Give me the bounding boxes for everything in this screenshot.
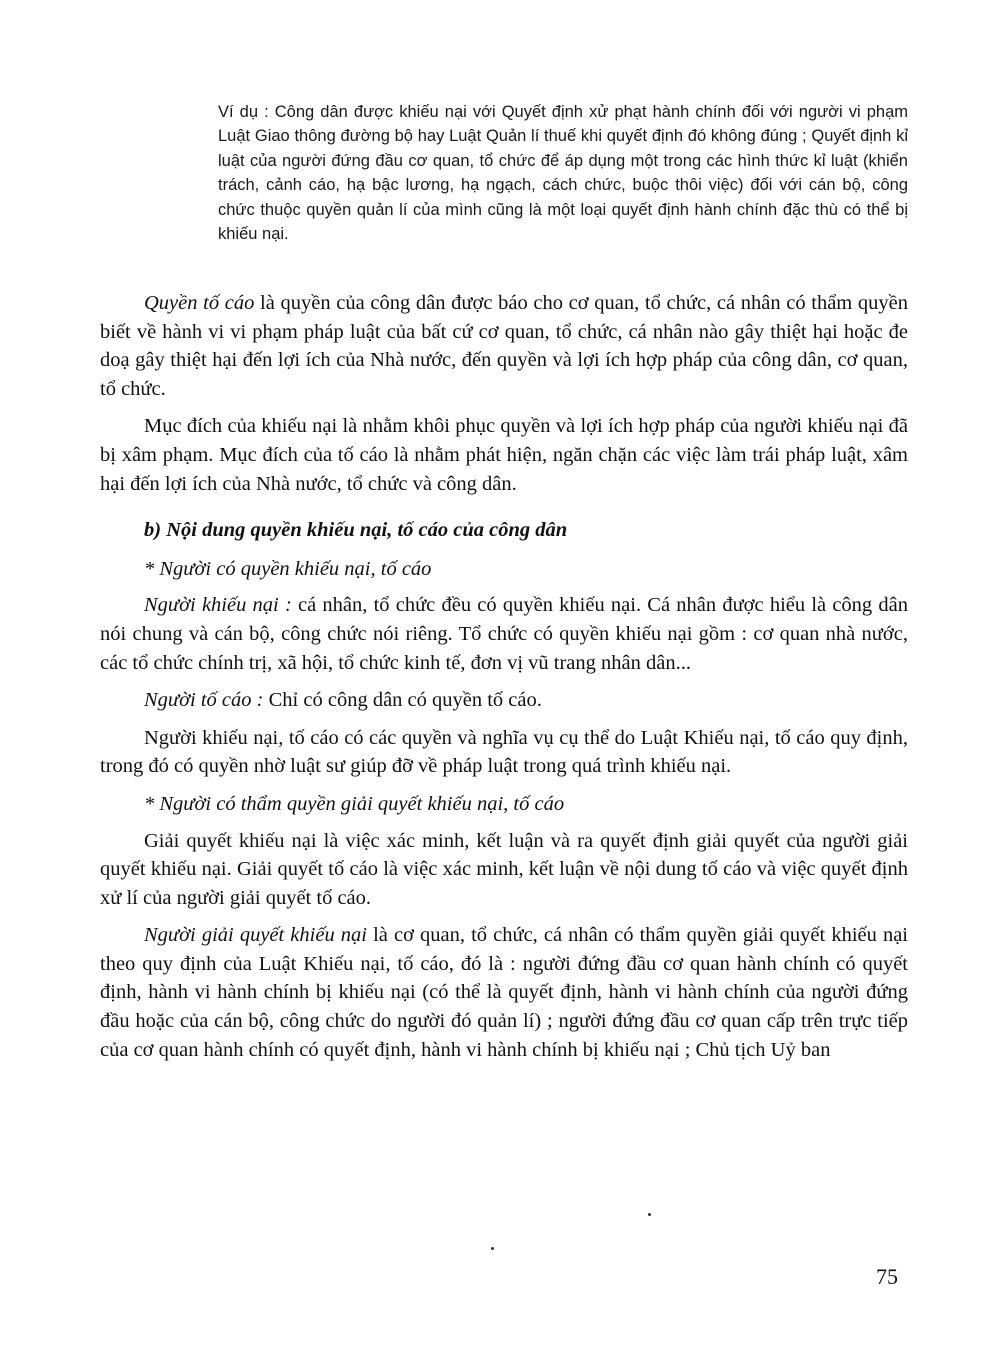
paragraph-denouncer <box>100 686 908 715</box>
term-denouncer: Người tố cáo : <box>144 689 264 712</box>
term-complainant: Người khiếu nại : <box>144 594 292 617</box>
example-box: Ví dụ : Công dân được khiếu nại với Quyết định xử phạt hành chính đối với người vi phạm Luật Giao thông đường bộ hay Luật Quản lí thuế khi quyết định đó không đúng ; Quyết định kỉ luật của người đứng đầu cơ quan, tổ chức để áp dụng một trong các hình thức kỉ luật (khiển trách, cảnh cáo, hạ bậc lương, hạ ngạch, cách chức, buộc thôi việc) đối với cán bộ, công chức thuộc quyền quản lí của mình cũng là một loại quyết định hành chính đặc thù có thể bị khiếu nại. <box>218 103 908 244</box>
speck-mark <box>491 1247 494 1250</box>
main-text <box>100 289 908 1073</box>
paragraph-purpose: Mục đích của khiếu nại là nhằm khôi phục quyền và lợi ích hợp pháp của người khiếu nại đã bị xâm phạm. Mục đích của tố cáo là nhằm phát hiện, ngăn chặn các việc làm trái pháp luật, xâm hại đến lợi ích của Nhà nước, tổ chức và công dân. <box>100 415 908 495</box>
term-complaint-resolver: Người giải quyết khiếu nại <box>144 924 367 947</box>
paragraph-complaint-resolver <box>100 921 908 1064</box>
paragraph-text: cá nhân, tổ chức đều có quyền khiếu nại. Cá nhân được hiểu là công dân nói chung và cán bộ, công chức nói riêng. Tổ chức có quyền khiếu nại gồm : cơ quan nhà nước, các tổ chức chính trị, xã hội, tổ chức kinh tế, đơn vị vũ trang nhân dân... <box>100 594 908 674</box>
paragraph-right-to-denounce <box>100 289 908 403</box>
speck-mark <box>648 1213 651 1216</box>
paragraph-complainant <box>100 591 908 677</box>
paragraph-text: Chỉ có công dân có quyền tố cáo. <box>263 689 542 712</box>
page-number: 75 <box>876 1264 898 1289</box>
subheading-competent-person: * Người có thẩm quyền giải quyết khiếu nại, tố cáo <box>144 792 565 815</box>
subheading-who-has-right: * Người có quyền khiếu nại, tố cáo <box>144 557 432 580</box>
paragraph-settlement: Giải quyết khiếu nại là việc xác minh, kết luận và ra quyết định giải quyết của người giải quyết khiếu nại. Giải quyết tố cáo là việc xác minh, kết luận về nội dung tố cáo và việc quyết định xử lí của người giải quyết tố cáo. <box>100 829 908 909</box>
section-heading-b: b) Nội dung quyền khiếu nại, tố cáo của công dân <box>144 519 568 542</box>
paragraph-text: là quyền của công dân được báo cho cơ quan, tổ chức, cá nhân có thẩm quyền biết về hành vi vi phạm pháp luật của bất cứ cơ quan, tổ chức, cá nhân nào gây thiệt hại hoặc đe doạ gây thiệt hại đến lợi ích của Nhà nước, đến quyền và lợi ích hợp pháp của công dân, cơ quan, tổ chức. <box>100 292 909 400</box>
paragraph-text: là cơ quan, tổ chức, cá nhân có thẩm quyền giải quyết khiếu nại theo quy định của Luật Khiếu nại, tố cáo, đó là : người đứng đầu cơ quan hành chính có quyết định, hành vi hành chính bị khiếu nại (có thể là quyết định, hành vi hành chính của người đứng đầu hoặc của cán bộ, công chức do người đó quản lí) ; người đứng đầu cơ quan cấp trên trực tiếp của cơ quan hành chính có quyết định, hành vi hành chính bị khiếu nại ; Chủ tịch Uỷ ban <box>100 924 908 1061</box>
paragraph-rights-obligations: Người khiếu nại, tố cáo có các quyền và nghĩa vụ cụ thể do Luật Khiếu nại, tố cáo quy định, trong đó có quyền nhờ luật sư giúp đỡ về pháp luật trong quá trình khiếu nại. <box>100 726 908 778</box>
term-right-to-denounce: Quyền tố cáo <box>144 292 255 314</box>
